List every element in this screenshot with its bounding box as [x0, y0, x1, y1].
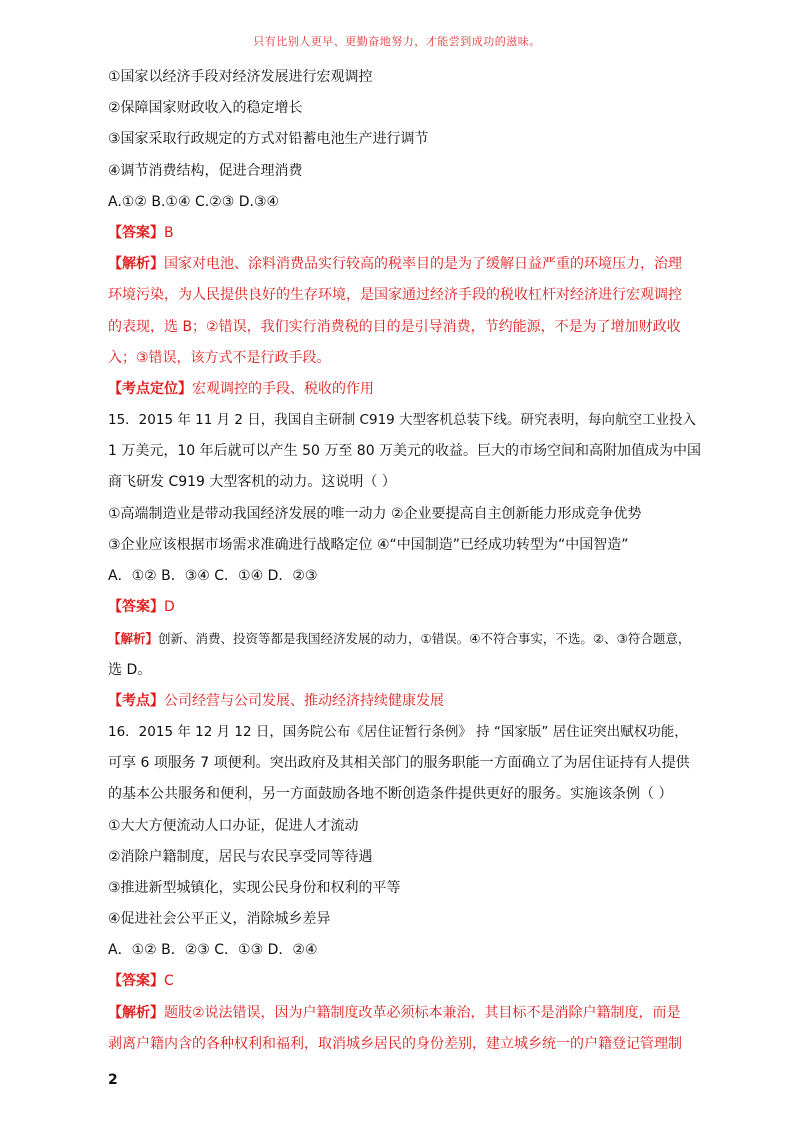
q14-analysis-line-2: 环境污染，为人民提供良好的生存环境，是国家通过经济手段的税收杠杆对经济进行宏观调控 [108, 287, 682, 304]
q14-analysis-line-1 [108, 249, 708, 280]
q15-analysis-line-1 [108, 623, 708, 654]
page-number: 2 [108, 1072, 118, 1088]
q16-options: A．①② B．②③ C．①③ D．②④ [108, 942, 318, 959]
q15-stem-line-3: 商飞研发 C919 大型客机的动力。这说明（ ） [108, 474, 396, 491]
answer-value: B [164, 224, 174, 241]
q15-stem-line-2: 1 万美元，10 年后就可以产生 50 万至 80 万美元的收益。巨大的市场空间和高附加值成为中国 [108, 443, 702, 460]
analysis-text: 创新、消费、投资等都是我国经济发展的动力，①错误。④不符合事实，不选。②、③符合题意， [158, 631, 691, 647]
analysis-label: 【解析】 [108, 256, 164, 273]
analysis-text: 题肢②说法错误，因为户籍制度改革必须标本兼治，其目标不是消除户籍制度，而是 [164, 1004, 681, 1021]
q16-stem-line-2: 可享 6 项服务 7 项便利。突出政府及其相关部门的服务职能一方面确立了为居住证持有人提供 [108, 755, 690, 772]
q15-answer [108, 592, 708, 623]
q15-items-line-2: ③企业应该根据市场需求准确进行战略定位 ④“中国制造”已经成功转型为“中国智造” [108, 536, 629, 553]
q16-item-4: ④促进社会公平正义，消除城乡差异 [108, 911, 331, 928]
q15-point [108, 686, 708, 717]
analysis-label: 【解析】 [108, 1004, 164, 1021]
q16-analysis-line-2: 剥离户籍内含的各种权利和福利，取消城乡居民的身份差别，建立城乡统一的户籍登记管理制 [108, 1035, 682, 1052]
q14-analysis-line-4: 入；③错误，该方式不是行政手段。 [108, 349, 331, 366]
q16-answer [108, 966, 708, 997]
answer-label: 【答案】 [108, 973, 164, 990]
point-text: 宏观调控的手段、税收的作用 [192, 380, 374, 397]
answer-label: 【答案】 [108, 224, 164, 241]
q16-stem-line-3: 的基本公共服务和便利，另一方面鼓励各地不断创造条件提供更好的服务。实施该条例（ ） [108, 786, 673, 803]
point-label: 【考点定位】 [108, 380, 192, 397]
answer-label: 【答案】 [108, 599, 164, 616]
q14-item-4: ④调节消费结构，促进合理消费 [108, 162, 303, 179]
q14-item-3: ③国家采取行政规定的方式对铅蓄电池生产进行调节 [108, 131, 429, 148]
q16-item-3: ③推进新型城镇化，实现公民身份和权利的平等 [108, 879, 401, 896]
point-label: 【考点】 [108, 692, 164, 709]
q16-stem-line-1: 16．2015 年 12 月 12 日，国务院公布《居住证暂行条例》 持 “国家版” 居住证突出赋权功能， [108, 723, 688, 740]
q15-options: A．①② B．③④ C．①④ D．②③ [108, 568, 318, 584]
exam-content [108, 62, 708, 1060]
q14-point [108, 374, 708, 405]
point-text: 公司经营与公司发展、推动经济持续健康发展 [164, 692, 444, 709]
answer-value: D [164, 599, 175, 616]
q16-item-2: ②消除户籍制度，居民与农民享受同等待遇 [108, 848, 373, 865]
q15-items-line-1: ①高端制造业是带动我国经济发展的唯一动力 ②企业要提高自主创新能力形成竞争优势 [108, 505, 642, 522]
q16-item-1: ①大大方便流动人口办证，促进人才流动 [108, 817, 359, 834]
q14-options: A.①② B.①④ C.②③ D.③④ [108, 193, 280, 210]
analysis-label: 【解析】 [108, 631, 159, 647]
q14-item-2: ②保障国家财政收入的稳定增长 [108, 100, 303, 117]
q15-stem-line-1: 15．2015 年 11 月 2 日，我国自主研制 C919 大型客机总装下线。研究表明，每向航空工业投入 [108, 412, 697, 429]
answer-value: C [164, 973, 174, 990]
q16-analysis-line-1 [108, 998, 708, 1029]
q14-item-1: ①国家以经济手段对经济发展进行宏观调控 [108, 69, 373, 85]
q15-analysis-line-2: 选 D。 [108, 661, 152, 678]
page-header-motto: 只有比别人更早、更勤奋地努力，才能尝到成功的滋味。 [253, 35, 541, 48]
q14-analysis-line-3: 的表现，选 B；②错误，我们实行消费税的目的是引导消费，节约能源，不是为了增加财政收 [108, 318, 681, 335]
analysis-text: 国家对电池、涂料消费品实行较高的税率目的是为了缓解日益严重的环境压力，治理 [164, 256, 682, 273]
q14-answer [108, 218, 708, 249]
